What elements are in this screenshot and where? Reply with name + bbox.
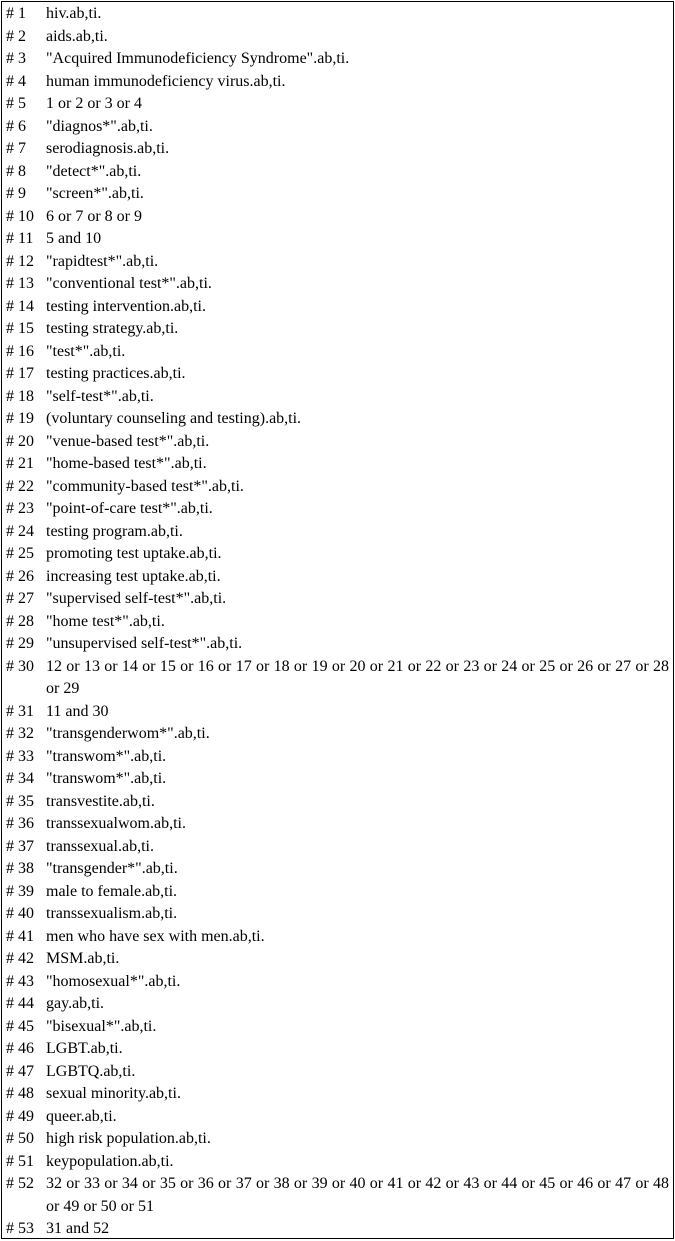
search-query: 31 and 52	[46, 1220, 110, 1237]
row-number: # 45	[6, 1017, 34, 1035]
table-row	[2, 1038, 673, 1061]
row-number: # 13	[6, 275, 34, 292]
row-number: # 10	[6, 207, 34, 225]
search-query: 11 and 30	[46, 702, 109, 720]
search-query: male to female.ab,ti.	[46, 882, 178, 900]
search-query: "transwom*".ab,ti.	[46, 747, 167, 765]
table-row	[2, 1061, 673, 1084]
row-number: # 38	[6, 860, 34, 877]
table-row	[2, 1016, 673, 1039]
search-query: increasing test uptake.ab,ti.	[46, 567, 221, 585]
row-number: # 37	[6, 837, 34, 855]
search-query: 6 or 7 or 8 or 9	[46, 207, 142, 225]
row-number: # 31	[6, 702, 34, 720]
search-query: "community-based test*".ab,ti.	[46, 477, 244, 495]
row-number: # 51	[6, 1152, 34, 1170]
table-row	[2, 386, 673, 409]
table-row	[2, 656, 673, 701]
search-query: "venue-based test*".ab,ti.	[46, 432, 210, 450]
table-row	[2, 791, 673, 814]
search-query: high risk population.ab,ti.	[46, 1130, 211, 1147]
row-number: # 3	[6, 50, 26, 67]
search-query: human immunodeficiency virus.ab,ti.	[46, 72, 286, 90]
row-number: # 7	[6, 140, 26, 157]
row-number: # 50	[6, 1130, 34, 1147]
table-row	[2, 161, 673, 184]
search-query: LGBT.ab,ti.	[46, 1040, 123, 1057]
table-row	[2, 228, 673, 251]
table-row	[2, 926, 673, 949]
table-row	[2, 26, 673, 49]
row-number: # 4	[6, 72, 26, 90]
row-number: # 12	[6, 252, 34, 270]
table-row	[2, 971, 673, 994]
row-number: # 49	[6, 1107, 34, 1125]
search-query: testing intervention.ab,ti.	[46, 297, 206, 315]
search-query: "test*".ab,ti.	[46, 342, 126, 360]
row-number: # 43	[6, 972, 34, 990]
row-number: # 16	[6, 342, 34, 360]
search-query: 1 or 2 or 3 or 4	[46, 95, 142, 112]
table-row	[2, 903, 673, 926]
table-row	[2, 453, 673, 476]
row-number: # 20	[6, 432, 34, 450]
search-query: "home test*".ab,ti.	[46, 612, 165, 630]
table-row	[2, 206, 673, 229]
row-number: # 28	[6, 612, 34, 630]
table-row	[2, 116, 673, 139]
row-number: # 47	[6, 1062, 34, 1080]
table-row	[2, 476, 673, 499]
table-row	[2, 701, 673, 724]
search-query: "transgender*".ab,ti.	[46, 860, 178, 877]
row-number: # 35	[6, 792, 34, 810]
search-query: queer.ab,ti.	[46, 1107, 117, 1125]
table-row	[2, 71, 673, 94]
table-row	[2, 993, 673, 1016]
table-row	[2, 543, 673, 566]
search-query: men who have sex with men.ab,ti.	[46, 927, 265, 945]
table-row	[2, 93, 673, 116]
row-number: # 11	[6, 230, 34, 247]
search-query: transsexualism.ab,ti.	[46, 905, 178, 922]
search-query: testing strategy.ab,ti.	[46, 320, 179, 337]
table-row	[2, 1083, 673, 1106]
search-query: hiv.ab,ti.	[46, 5, 102, 22]
row-number: # 25	[6, 545, 34, 562]
row-number: # 53	[6, 1220, 34, 1237]
table-row	[2, 1218, 673, 1241]
search-query: "point-of-care test*".ab,ti.	[46, 500, 213, 517]
row-number: # 14	[6, 297, 34, 315]
row-number: # 44	[6, 995, 34, 1012]
table-row	[2, 296, 673, 319]
row-number: # 27	[6, 590, 34, 607]
row-number: # 34	[6, 770, 34, 787]
row-number: # 32	[6, 725, 34, 742]
row-number: # 29	[6, 635, 34, 652]
table-row	[2, 138, 673, 161]
table-row	[2, 1151, 673, 1174]
search-query: transvestite.ab,ti.	[46, 792, 155, 810]
search-query: gay.ab,ti.	[46, 995, 105, 1012]
row-number: # 23	[6, 500, 34, 517]
table-row	[2, 521, 673, 544]
search-query: 12 or 13 or 14 or 15 or 16 or 17 or 18 or 19 or 20 or 21 or 22 or 23 or 24 or 25 or 26 or 27 or 28 or 29	[46, 657, 669, 697]
row-number: # 19	[6, 410, 34, 427]
table-row	[2, 723, 673, 746]
table-row	[2, 1128, 673, 1151]
search-query: "bisexual*".ab,ti.	[46, 1017, 157, 1035]
row-number: # 2	[6, 27, 26, 45]
search-query: testing program.ab,ti.	[46, 522, 183, 540]
search-query: "supervised self-test*".ab,ti.	[46, 590, 227, 607]
table-row	[2, 3, 673, 26]
table-row	[2, 836, 673, 859]
search-query: "conventional test*".ab,ti.	[46, 275, 212, 292]
row-number: # 8	[6, 162, 26, 180]
row-number: # 46	[6, 1040, 34, 1057]
table-row	[2, 881, 673, 904]
table-row	[2, 633, 673, 656]
table-row	[2, 408, 673, 431]
table-row	[2, 948, 673, 971]
table-row	[2, 813, 673, 836]
table-row	[2, 273, 673, 296]
search-query: "screen*".ab,ti.	[46, 185, 144, 202]
search-query: "Acquired Immunodeficiency Syndrome".ab,ti.	[46, 50, 350, 67]
search-query: keypopulation.ab,ti.	[46, 1152, 174, 1170]
row-number: # 33	[6, 747, 34, 765]
table-row	[2, 48, 673, 71]
search-query: transsexual.ab,ti.	[46, 837, 154, 855]
table-row	[2, 566, 673, 589]
table-row	[2, 498, 673, 521]
search-query: MSM.ab,ti.	[46, 950, 120, 967]
row-number: # 6	[6, 117, 26, 135]
table-row	[2, 858, 673, 881]
search-query: transsexualwom.ab,ti.	[46, 815, 186, 832]
search-query: "home-based test*".ab,ti.	[46, 455, 207, 472]
row-number: # 30	[6, 657, 34, 675]
search-strategy-table	[1, 1, 674, 1239]
row-number: # 40	[6, 905, 34, 922]
search-query: "self-test*".ab,ti.	[46, 387, 154, 405]
search-query: sexual minority.ab,ti.	[46, 1085, 181, 1102]
table-row	[2, 1173, 673, 1218]
table-row	[2, 318, 673, 341]
search-query: serodiagnosis.ab,ti.	[46, 140, 170, 157]
row-number: # 26	[6, 567, 34, 585]
table-row	[2, 768, 673, 791]
row-number: # 17	[6, 365, 34, 382]
search-query: testing practices.ab,ti.	[46, 365, 186, 382]
search-query: "detect*".ab,ti.	[46, 162, 142, 180]
row-number: # 24	[6, 522, 34, 540]
table-row	[2, 588, 673, 611]
search-query: "transgenderwom*".ab,ti.	[46, 725, 210, 742]
search-query: "rapidtest*".ab,ti.	[46, 252, 159, 270]
table-row	[2, 746, 673, 769]
search-query: 32 or 33 or 34 or 35 or 36 or 37 or 38 or 39 or 40 or 41 or 42 or 43 or 44 or 45 or 46 or 47 or 48 or 49 or 50 or 51	[46, 1175, 669, 1215]
search-query: (voluntary counseling and testing).ab,ti.	[46, 410, 302, 427]
search-query: "diagnos*".ab,ti.	[46, 117, 153, 135]
search-query: 5 and 10	[46, 230, 102, 247]
row-number: # 36	[6, 815, 34, 832]
row-number: # 15	[6, 320, 34, 337]
row-number: # 18	[6, 387, 34, 405]
search-query: "transwom*".ab,ti.	[46, 770, 167, 787]
search-query: LGBTQ.ab,ti.	[46, 1062, 136, 1080]
table-row	[2, 183, 673, 206]
table-row	[2, 341, 673, 364]
row-number: # 9	[6, 185, 26, 202]
row-number: # 5	[6, 95, 26, 112]
search-query: "homosexual*".ab,ti.	[46, 972, 181, 990]
search-query: promoting test uptake.ab,ti.	[46, 545, 222, 562]
row-number: # 52	[6, 1175, 34, 1192]
row-number: # 22	[6, 477, 34, 495]
row-number: # 21	[6, 455, 34, 472]
search-query: aids.ab,ti.	[46, 27, 108, 45]
row-number: # 42	[6, 950, 34, 967]
table-row	[2, 431, 673, 454]
row-number: # 1	[6, 5, 26, 22]
table-row	[2, 611, 673, 634]
table-row	[2, 363, 673, 386]
row-number: # 41	[6, 927, 34, 945]
table-row	[2, 251, 673, 274]
row-number: # 48	[6, 1085, 34, 1102]
row-number: # 39	[6, 882, 34, 900]
search-query: "unsupervised self-test*".ab,ti.	[46, 635, 243, 652]
table-row	[2, 1106, 673, 1129]
